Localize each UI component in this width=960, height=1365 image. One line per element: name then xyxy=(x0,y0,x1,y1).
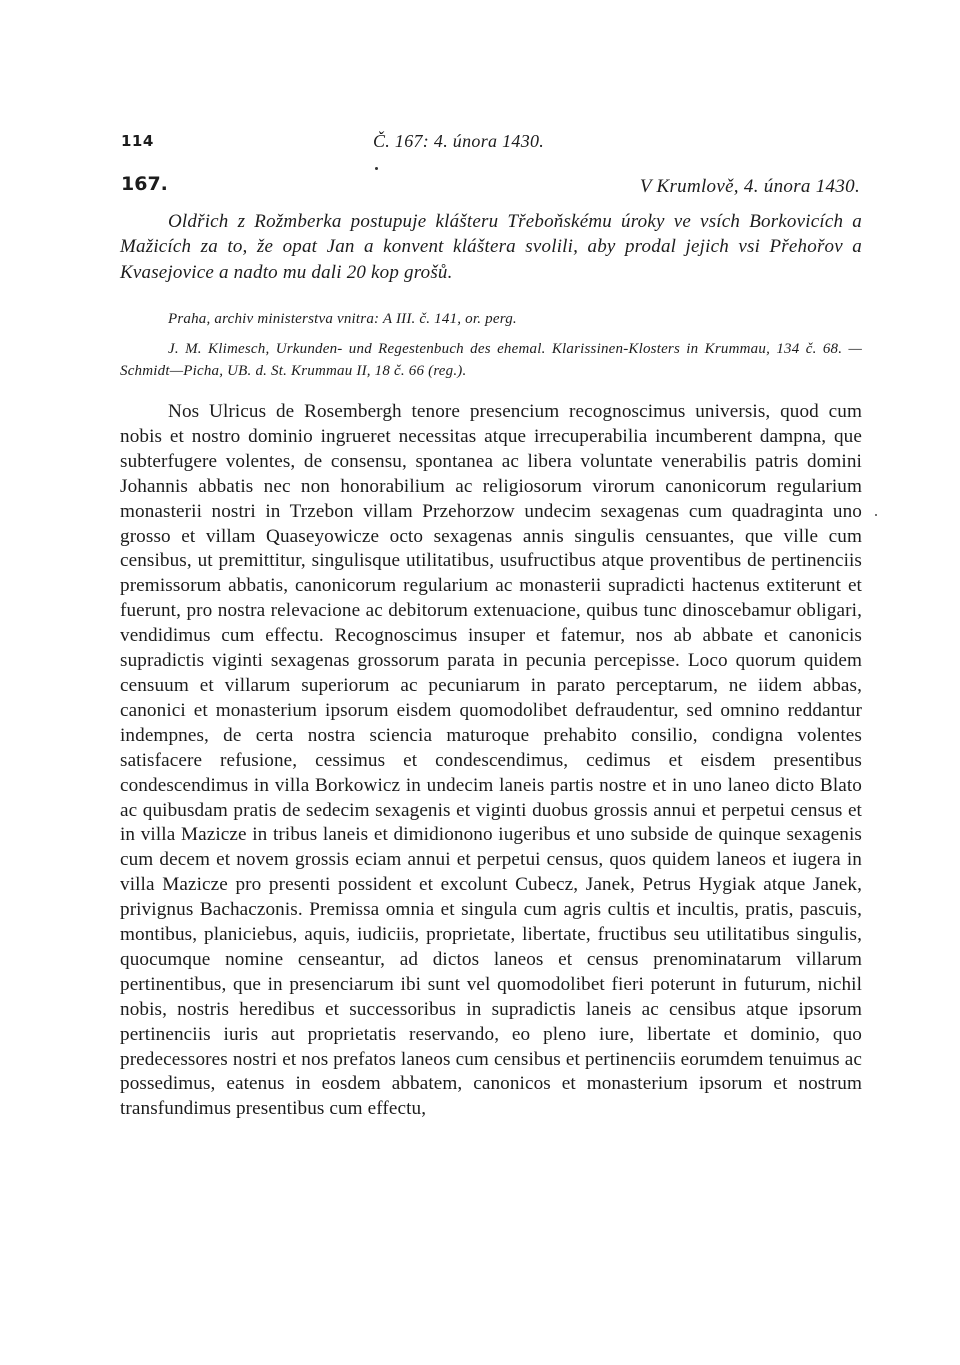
czech-abstract: Oldřich z Rožmberka postupuje klášteru Třeboňskému úroky ve vsích Borkovicích a Mažicích za to, že opat Jan a konvent kláštera svolili, aby prodal jejich vsi Přehořov a Kvasejovice a nadto mu dali 20 kop grošů. xyxy=(120,211,862,283)
latin-charter-text: Nos Ulricus de Rosembergh tenore presencium recognoscimus universis, quod cum nobis et nostro dominio ingrueret necessitas atque irrecuperabilia incumberent dampna, que subterfugere volentes, de consensu, spontanea ac libera voluntate venerabilis patris domini Johannis abbatis nec non honorabilium ac religiosorum virorum canonicorum regularium monasterii nostri in Trzebon villam Przehorzow undecim sexagenas cum quadraginta uno grosso et villam Quaseyowicze octo sexagenas annis singulis censuantes, que ville cum censibus, ut premittitur, singulisque utilitatibus, usufructibus atque proventibus de pertinenciis premissorum abbatis, canonicorum regularium ac monasterii supradicti hactenus extiterunt et fuerunt, pro nostra relevacione ac debitorum extenuacione, quibus tunc dinoscebamur obligari, vendidimus cum effectu. Recognoscimus insuper et fatemur, nos ab abbate et canonicis supradictis viginti sexagenas grossorum parata in pecunia percepisse. Loco quorum quidem censuum et villarum superiorum ac pecuniarum in parato perceptarum, ne iidem abbas, canonici et monasterium ipsorum eisdem quomodolibet defraudentur, sed omnino reddantur indempnes, de certa nostra sciencia maturoque prehabito consilio, condigna volentes satisfacere refusione, cessimus et condescendimus, cedimus et eisdem presentibus condescendimus in villa Borkowicz in undecim laneis partis nostre et in uno laneo dicto Blato ac quibusdam pratis de sedecim sexagenis et viginti duobus grossis annui et perpetui census et in villa Mazicze in tribus laneis et dimidionono iugeribus et uno subside de quinque sexagenis cum decem et novem grossis eciam annui et perpetui census, quos quidem laneos et iugera in villa Mazicze pro presenti possident et excolunt Cubecz, Janek, Petrus Hygiak atque Janek, privignus Bachaczonis. Premissa omnia et singula cum agris cultis et incultis, pratis, pascuis, montibus, planiciebus, aquis, iudiciis, proprietate, libertate, fructibus seu utilitatibus singulis, quocumque nomine censeantur, ad dictos laneos et census prenominatarum villarum pertinentibus, que in presenciarum ibi sunt vel quomodolibet fieri poterunt in futurum, nichil nobis, nostris heredibus et successoribus in supradictis laneis ac censibus atque ipsorum pertinenciis iuris aut proprietatis reservando, eo pleno iure, libertate et dominio, quo predecessores nostri et nos prefatos laneos cum censibus et pertinenciis eorumdem tenuimus ac possedimus, eatenus in eosdem abbatem, canonicos et monasterium ipsorum et nostrum transfundimus presentibus cum effectu, xyxy=(120,401,862,1120)
scan-speck xyxy=(875,514,877,516)
page-number: 114 xyxy=(121,132,154,150)
place-date: V Krumlově, 4. února 1430. xyxy=(639,176,860,197)
document-number: 167. xyxy=(121,173,168,195)
archival-source: Praha, archiv ministerstva vnitra: A III. č. 141, or. perg. xyxy=(168,311,517,327)
running-header: Č. 167: 4. února 1430. xyxy=(373,131,545,151)
literature-references: J. M. Klimesch, Urkunden- und Regestenbuch des ehemal. Klarissinen-Klosters in Krummau, 134 č. 68. — Schmidt—Picha, UB. d. St. Krummau II, 18 č. 66 (reg.). xyxy=(120,341,862,379)
scan-speck xyxy=(375,167,378,170)
